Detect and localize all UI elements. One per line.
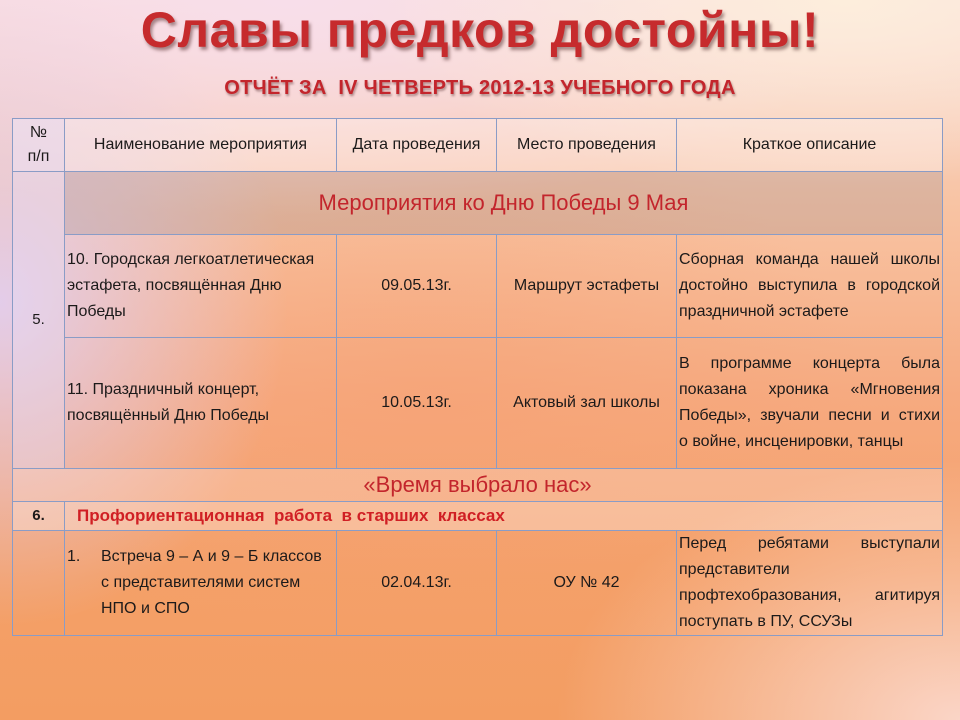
event-name-line: эстафета, посвящённая Дню	[67, 277, 282, 294]
banner-row	[13, 469, 943, 502]
event-description-line: показана хроника «Мгновения	[679, 381, 940, 398]
event-description-line: праздничной эстафете	[679, 303, 849, 320]
section-row-victory-day	[13, 172, 943, 235]
report-subtitle: ОТЧЁТ ЗА IV ЧЕТВЕРТЬ 2012-13 УЧЕБНОГО ГОДА	[224, 77, 736, 99]
event-name-line: 10. Городская легкоатлетическая	[67, 251, 315, 268]
event-place: Актовый зал школы	[497, 338, 677, 469]
table-row	[13, 235, 943, 338]
event-description-line: представители	[679, 561, 790, 578]
event-description-line: достойно выступила в городской	[679, 277, 940, 294]
event-description-line: поступать в ПУ, ССУЗы	[679, 613, 853, 630]
section-row-career-guidance	[13, 502, 943, 531]
event-description-line: В программе концерта была	[679, 355, 940, 372]
header-number-cell	[13, 119, 65, 172]
event-name-line: Встреча 9 – А и 9 – Б классов	[101, 548, 322, 565]
event-name-line: Победы	[67, 303, 126, 320]
header-date: Дата проведения	[337, 119, 497, 172]
section-title: Мероприятия ко Дню Победы 9 Мая	[65, 172, 943, 235]
event-place: Маршрут эстафеты	[497, 235, 677, 338]
event-name-line: посвящённый Дню Победы	[67, 407, 270, 424]
table-row	[13, 531, 943, 636]
empty-number-cell	[13, 531, 65, 636]
item-number-cell	[13, 172, 65, 469]
event-description-line: Победы», звучали песни и стихи	[679, 407, 940, 424]
event-name-cell	[65, 235, 337, 338]
header-description: Краткое описание	[677, 119, 943, 172]
table-header-row	[13, 119, 943, 172]
event-description-line: профтехобразования, агитируя	[679, 587, 940, 604]
header-event-name: Наименование мероприятия	[65, 119, 337, 172]
event-name-line: 11. Праздничный концерт,	[67, 381, 260, 398]
event-description-line: Перед ребятами выступали	[679, 535, 940, 552]
event-description-cell	[677, 338, 943, 469]
event-date: 09.05.13г.	[337, 235, 497, 338]
event-date: 10.05.13г.	[337, 338, 497, 469]
list-item	[67, 544, 334, 622]
event-name-line: с представителями систем	[101, 574, 301, 591]
event-name-line: НПО и СПО	[101, 600, 190, 617]
item-number: 6.	[13, 502, 65, 531]
header-number-sublabel: п/п	[27, 148, 50, 165]
event-date: 02.04.13г.	[337, 531, 497, 636]
list-number: 1.	[67, 548, 81, 565]
event-description-line: Сборная команда нашей школы	[679, 251, 940, 268]
banner-title: «Время выбрало нас»	[13, 469, 943, 502]
event-place: ОУ № 42	[497, 531, 677, 636]
header-number-label: №	[29, 124, 48, 141]
event-description-cell	[677, 235, 943, 338]
slide-title: Славы предков достойны!	[140, 2, 820, 58]
section-title: Профориентационная работа в старших классах	[65, 502, 943, 531]
item-number: 5.	[32, 311, 45, 328]
events-table	[12, 118, 943, 636]
table-row	[13, 338, 943, 469]
header-place: Место проведения	[497, 119, 677, 172]
event-name-cell	[65, 531, 337, 636]
list-item-text	[101, 544, 334, 622]
event-description-cell	[677, 531, 943, 636]
event-description-line: о войне, инсценировки, танцы	[679, 433, 904, 450]
event-name-cell	[65, 338, 337, 469]
